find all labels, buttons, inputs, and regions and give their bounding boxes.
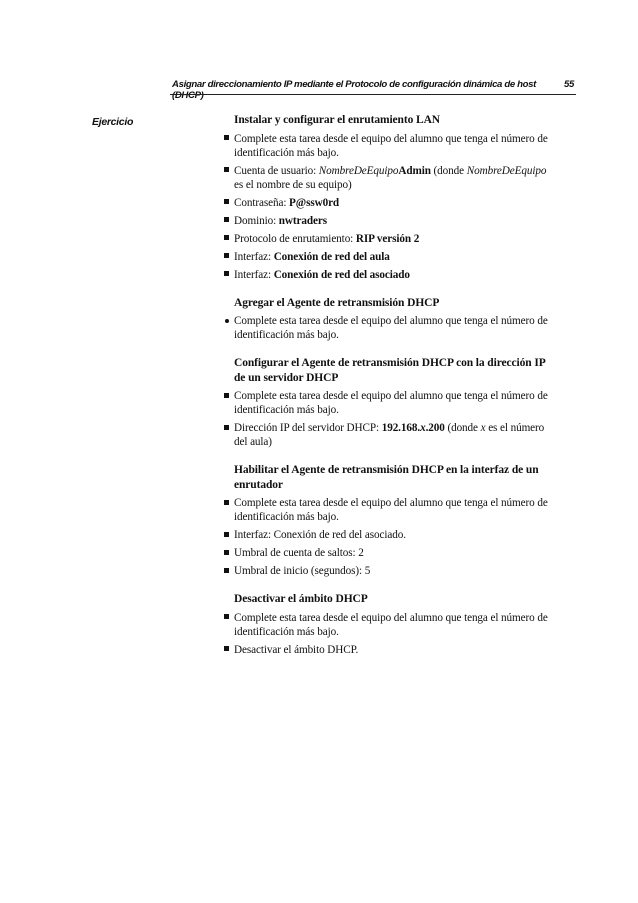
- section-lan-routing: [234, 113, 554, 282]
- section-title: Desactivar el ámbito DHCP: [234, 593, 368, 605]
- section-enable-relay-interface: [234, 463, 554, 578]
- square-bullet-icon: [224, 425, 229, 430]
- section-title: Habilitar el Agente de retransmisión DHCP en la interfaz de un enrutador: [234, 464, 539, 491]
- square-bullet-icon: [224, 235, 229, 240]
- square-bullet-icon: [224, 614, 229, 619]
- exercise-content: [234, 113, 554, 671]
- list-item: Contraseña: P@ssw0rd: [234, 196, 554, 210]
- round-bullet-icon: [225, 319, 229, 323]
- page-header: [172, 79, 574, 101]
- square-bullet-icon: [224, 550, 229, 555]
- square-bullet-icon: [224, 568, 229, 573]
- list-item: Complete esta tarea desde el equipo del alumno que tenga el número de identificación más bajo.: [234, 496, 554, 524]
- list-item: Interfaz: Conexión de red del aula: [234, 250, 554, 264]
- list-item: Cuenta de usuario: NombreDeEquipoAdmin (donde NombreDeEquipo es el nombre de su equipo): [234, 164, 554, 192]
- square-bullet-icon: [224, 135, 229, 140]
- header-rule: [170, 94, 576, 95]
- square-bullet-icon: [224, 646, 229, 651]
- list-item: Dirección IP del servidor DHCP: 192.168.x.200 (donde x es el número del aula): [234, 421, 554, 449]
- square-bullet-icon: [224, 271, 229, 276]
- section-configure-relay-agent: [234, 356, 554, 449]
- header-title: Asignar direccionamiento IP mediante el Protocolo de configuración dinámica de host (DHCP): [172, 79, 537, 101]
- square-bullet-icon: [224, 500, 229, 505]
- section-title: Agregar el Agente de retransmisión DHCP: [234, 296, 440, 309]
- side-label: Ejercicio: [92, 116, 134, 128]
- section-add-relay-agent: [234, 296, 554, 343]
- section-title: Configurar el Agente de retransmisión DHCP con la dirección IP de un servidor DHCP: [234, 357, 545, 384]
- section-disable-dhcp-scope: [234, 592, 554, 657]
- page-number: 55: [564, 79, 574, 90]
- list-item: Interfaz: Conexión de red del asociado: [234, 268, 554, 282]
- square-bullet-icon: [224, 217, 229, 222]
- square-bullet-icon: [224, 199, 229, 204]
- list-item: Protocolo de enrutamiento: RIP versión 2: [234, 232, 554, 246]
- list-item: Umbral de inicio (segundos): 5: [234, 564, 554, 578]
- list-item: Dominio: nwtraders: [234, 214, 554, 228]
- list-item: Complete esta tarea desde el equipo del alumno que tenga el número de identificación más bajo.: [234, 389, 554, 417]
- list-item: Complete esta tarea desde el equipo del alumno que tenga el número de identificación más bajo.: [234, 611, 554, 639]
- list-item: Complete esta tarea desde el equipo del alumno que tenga el número de identificación más bajo.: [234, 314, 554, 342]
- square-bullet-icon: [224, 532, 229, 537]
- list-item: Complete esta tarea desde el equipo del alumno que tenga el número de identificación más bajo.: [234, 132, 554, 160]
- square-bullet-icon: [224, 393, 229, 398]
- list-item: Umbral de cuenta de saltos: 2: [234, 546, 554, 560]
- list-item: Desactivar el ámbito DHCP.: [234, 643, 554, 657]
- square-bullet-icon: [224, 253, 229, 258]
- section-title: Instalar y configurar el enrutamiento LAN: [234, 114, 440, 126]
- square-bullet-icon: [224, 167, 229, 172]
- list-item: Interfaz: Conexión de red del asociado.: [234, 528, 554, 542]
